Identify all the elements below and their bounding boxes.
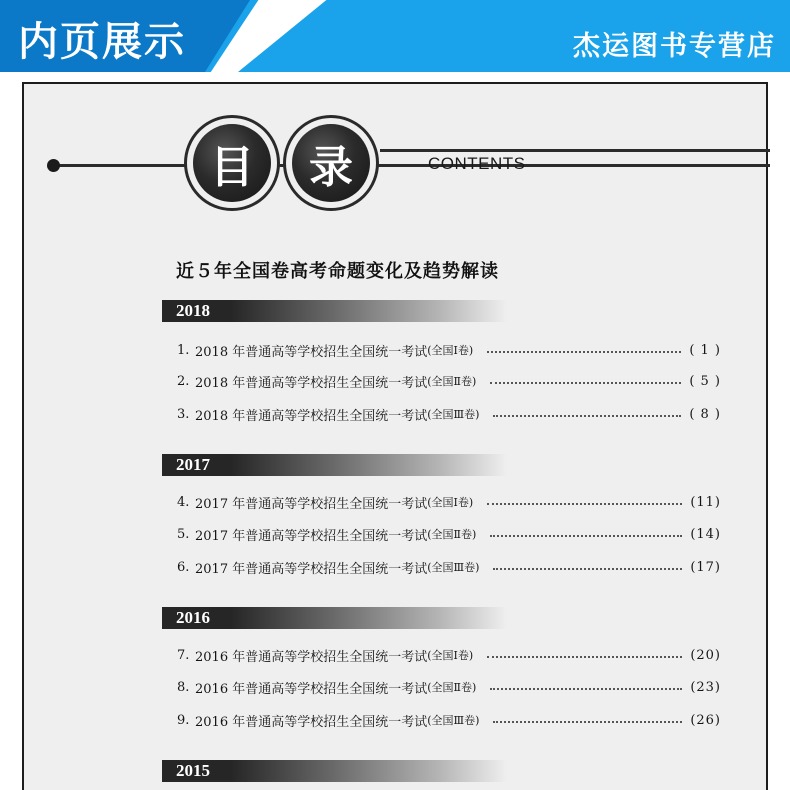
entry-title: 2017 年普通高等学校招生全国统一考试 — [195, 561, 428, 577]
entry-page: ( 1 ) — [689, 342, 721, 358]
entry-page: (26) — [690, 712, 721, 728]
dot-leader — [493, 415, 681, 417]
entry-paper: (全国Ⅱ卷) — [427, 375, 477, 388]
entry-number: 4. — [177, 494, 190, 510]
header-dot — [47, 159, 60, 172]
entry-title: 2016 年普通高等学校招生全国统一考试 — [195, 714, 428, 730]
entry-page: (17) — [690, 559, 721, 575]
header-rule — [55, 164, 770, 167]
entry-number: 1. — [177, 342, 190, 358]
entry-number: 2. — [177, 373, 190, 389]
entry-paper: (全国Ⅲ卷) — [427, 408, 480, 421]
year-bar-2018 — [162, 300, 507, 322]
dot-leader — [490, 535, 682, 537]
entry-title: 2018 年普通高等学校招生全国统一考试 — [195, 408, 428, 424]
entry-page: (11) — [690, 494, 721, 510]
entry-title: 2017 年普通高等学校招生全国统一考试 — [195, 496, 428, 512]
entry-page: (23) — [690, 679, 721, 695]
toc-entry[interactable] — [177, 677, 721, 697]
year-bar-2017 — [162, 454, 507, 476]
entry-title: 2016 年普通高等学校招生全国统一考试 — [195, 681, 428, 697]
toc-entry[interactable] — [177, 710, 721, 730]
toc-entry[interactable] — [177, 557, 721, 577]
toc-entry[interactable] — [177, 404, 721, 424]
year-bar-2016 — [162, 607, 507, 629]
toc-entry[interactable] — [177, 340, 721, 360]
entry-page: (14) — [690, 526, 721, 542]
entry-number: 9. — [177, 712, 190, 728]
dot-leader — [493, 721, 682, 723]
entry-title: 2018 年普通高等学校招生全国统一考试 — [195, 375, 428, 391]
dot-leader — [490, 382, 681, 384]
shop-name: 杰运图书专营店 — [573, 31, 776, 62]
heading-char-lu: 录 — [292, 124, 370, 202]
year-label: 2018 — [176, 301, 210, 320]
toc-entry[interactable] — [177, 524, 721, 544]
dot-leader — [490, 688, 682, 690]
entry-number: 3. — [177, 406, 190, 422]
entry-paper: (全国Ⅰ卷) — [427, 649, 474, 662]
dot-leader — [487, 503, 682, 505]
entry-title: 2018 年普通高等学校招生全国统一考试 — [195, 344, 428, 360]
section-title: 近５年全国卷高考命题变化及趋势解读 — [176, 261, 499, 282]
entry-page: ( 8 ) — [689, 406, 721, 422]
entry-page: ( 5 ) — [689, 373, 721, 389]
header-rule-top — [380, 149, 770, 152]
entry-title: 2017 年普通高等学校招生全国统一考试 — [195, 528, 428, 544]
entry-number: 8. — [177, 679, 190, 695]
contents-label: CONTENTS — [428, 154, 526, 173]
entry-number: 5. — [177, 526, 190, 542]
toc-entry[interactable] — [177, 492, 721, 512]
year-label: 2017 — [176, 455, 210, 474]
year-bar-2015 — [162, 760, 507, 782]
dot-leader — [493, 568, 682, 570]
entry-paper: (全国Ⅰ卷) — [427, 496, 474, 509]
entry-paper: (全国Ⅱ卷) — [427, 681, 477, 694]
heading-circle-2 — [283, 115, 379, 211]
entry-number: 6. — [177, 559, 190, 575]
entry-paper: (全国Ⅲ卷) — [427, 714, 480, 727]
entry-number: 7. — [177, 647, 190, 663]
dot-leader — [487, 656, 682, 658]
heading-circle-1 — [184, 115, 280, 211]
year-label: 2015 — [176, 761, 210, 780]
heading-char-mu: 目 — [193, 124, 271, 202]
banner-title: 内页展示 — [18, 19, 186, 65]
entry-paper: (全国Ⅰ卷) — [427, 344, 474, 357]
header-banner — [0, 0, 790, 72]
entry-paper: (全国Ⅱ卷) — [427, 528, 477, 541]
toc-entry[interactable] — [177, 645, 721, 665]
entry-page: (20) — [690, 647, 721, 663]
dot-leader — [487, 351, 681, 353]
year-label: 2016 — [176, 608, 210, 627]
toc-entry[interactable] — [177, 371, 721, 391]
entry-paper: (全国Ⅲ卷) — [427, 561, 480, 574]
entry-title: 2016 年普通高等学校招生全国统一考试 — [195, 649, 428, 665]
